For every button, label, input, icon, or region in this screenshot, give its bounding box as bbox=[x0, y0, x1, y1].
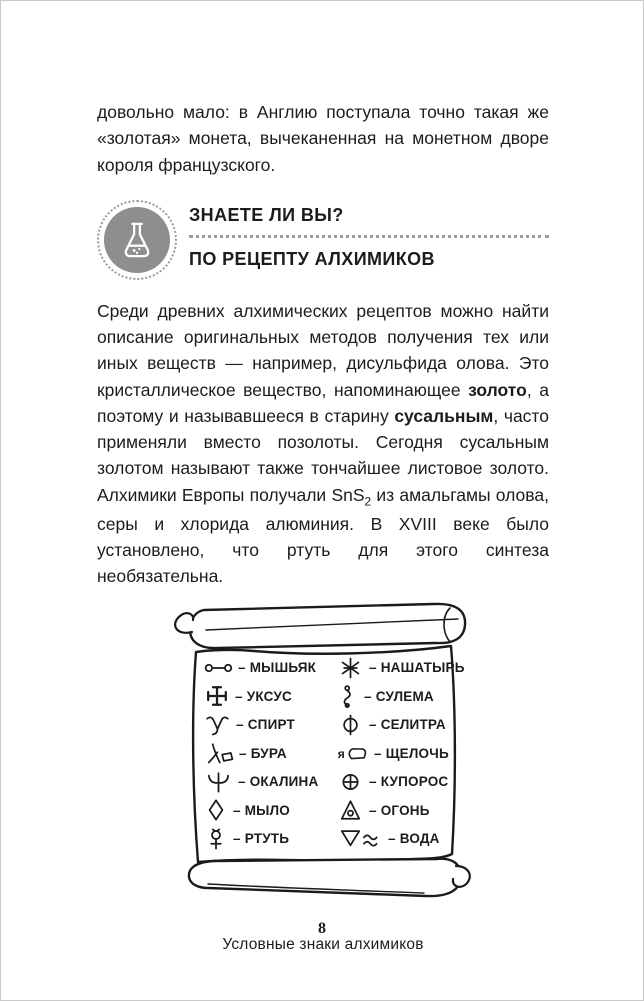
symbol-label-vinegar: УКСУС bbox=[246, 688, 292, 704]
alkali-icon bbox=[337, 741, 369, 765]
flask-icon bbox=[104, 207, 170, 273]
body-text-1: Среди древних алхимических рецептов можно найти описание оригинальных методов получения тех или иных веществ — например, дисульфида олова. Это кристаллическое вещество, напоминающее bbox=[97, 300, 549, 400]
symbol-row-scale bbox=[204, 770, 337, 794]
vinegar-icon bbox=[204, 684, 230, 708]
symbol-label-borax: БУРА bbox=[250, 745, 287, 761]
body-bold-susalnym: сусальным bbox=[394, 405, 494, 426]
symbol-row-vitriol bbox=[337, 770, 470, 794]
scroll-column-left bbox=[204, 656, 337, 856]
dotted-divider bbox=[189, 235, 549, 238]
symbol-row-alkali bbox=[337, 741, 470, 765]
symbol-label-scale: ОКАЛИНА bbox=[249, 774, 319, 790]
formula-subscript: 2 bbox=[364, 494, 372, 508]
symbol-dash: – bbox=[374, 745, 382, 761]
water-icon bbox=[337, 827, 383, 851]
symbol-row-soap bbox=[204, 798, 337, 822]
callout-title: ЗНАЕТЕ ЛИ ВЫ? bbox=[189, 204, 344, 225]
mercury-icon bbox=[204, 827, 228, 851]
callout-icon-ring bbox=[97, 200, 177, 280]
symbol-label-spirit: СПИРТ bbox=[247, 717, 295, 733]
page-content bbox=[97, 99, 549, 954]
symbol-dash: – bbox=[238, 660, 246, 676]
symbol-label-saltpeter: СЕЛИТРА bbox=[380, 717, 446, 733]
symbol-dash: – bbox=[233, 831, 241, 847]
scale-icon bbox=[204, 770, 233, 794]
alchemy-scroll-figure bbox=[162, 598, 484, 924]
sublimate-icon bbox=[337, 684, 359, 708]
callout-text bbox=[189, 200, 549, 270]
symbol-label-fire: ОГОНЬ bbox=[380, 802, 430, 818]
spirit-icon bbox=[204, 713, 231, 737]
page-number: 8 bbox=[318, 920, 326, 937]
salammoniac-icon bbox=[337, 656, 364, 680]
symbol-dash: – bbox=[369, 660, 377, 676]
soap-icon bbox=[204, 798, 228, 822]
symbol-dash: – bbox=[235, 688, 243, 704]
symbol-label-salammoniac: НАШАТЫРЬ bbox=[380, 660, 465, 676]
symbol-row-saltpeter bbox=[337, 713, 470, 737]
symbol-label-soap: МЫЛО bbox=[244, 802, 290, 818]
symbol-label-alkali: ЩЕЛОЧЬ bbox=[385, 745, 449, 761]
flask-icon-drawing bbox=[118, 219, 156, 261]
scroll-column-right bbox=[337, 656, 470, 856]
symbol-row-vinegar bbox=[204, 684, 337, 708]
body-text-2: , а поэтому и называвшееся в старину bbox=[97, 379, 549, 426]
saltpeter-icon bbox=[337, 713, 364, 737]
symbol-dash: – bbox=[238, 774, 246, 790]
symbol-row-fire bbox=[337, 798, 470, 822]
symbol-row-mercury bbox=[204, 827, 337, 851]
symbol-label-sublimate: СУЛЕМА bbox=[375, 688, 434, 704]
intro-paragraph: довольно мало: в Англию поступала точно такая же «золотая» монета, вычеканенная на монетном дворе короля французского. bbox=[97, 102, 549, 175]
symbol-row-water bbox=[337, 827, 470, 851]
arsenic-icon bbox=[204, 656, 233, 680]
body-text-3: , часто применяли вместо позолоты. Сегодня сусальным золотом называют также тончайшее листовое золото. Алхимики Европы получали SnS bbox=[97, 405, 549, 505]
body-paragraph bbox=[97, 298, 549, 590]
callout-subtitle: ПО РЕЦЕПТУ АЛХИМИКОВ bbox=[189, 248, 435, 269]
symbol-label-arsenic: МЫШЬЯК bbox=[249, 660, 317, 676]
symbol-label-water: ВОДА bbox=[399, 831, 440, 847]
symbol-dash: – bbox=[364, 688, 372, 704]
symbol-row-borax bbox=[204, 741, 337, 765]
symbol-dash: – bbox=[369, 774, 377, 790]
did-you-know-callout bbox=[97, 200, 549, 280]
symbol-dash: – bbox=[369, 802, 377, 818]
borax-icon bbox=[204, 741, 234, 765]
symbol-dash: – bbox=[236, 717, 244, 733]
symbol-table bbox=[204, 656, 470, 856]
symbol-row-spirit bbox=[204, 713, 337, 737]
figure-caption: Условные знаки алхимиков bbox=[222, 935, 424, 953]
symbol-label-mercury: РТУТЬ bbox=[244, 831, 290, 847]
fire-icon bbox=[337, 798, 364, 822]
symbol-label-vitriol: КУПОРОС bbox=[380, 774, 449, 790]
symbol-dash: – bbox=[233, 802, 241, 818]
body-text-4: из амальгамы олова, серы и хлорида алюминия. В XVIII веке было установлено, что ртуть для этого синтеза необязательна. bbox=[97, 484, 549, 587]
symbol-row-salammoniac bbox=[337, 656, 470, 680]
symbol-dash: – bbox=[369, 717, 377, 733]
symbol-dash: – bbox=[239, 745, 247, 761]
body-bold-zoloto: золото bbox=[468, 379, 527, 400]
symbol-dash: – bbox=[388, 831, 396, 847]
symbol-row-sublimate bbox=[337, 684, 470, 708]
vitriol-icon bbox=[337, 770, 364, 794]
symbol-row-arsenic bbox=[204, 656, 337, 680]
